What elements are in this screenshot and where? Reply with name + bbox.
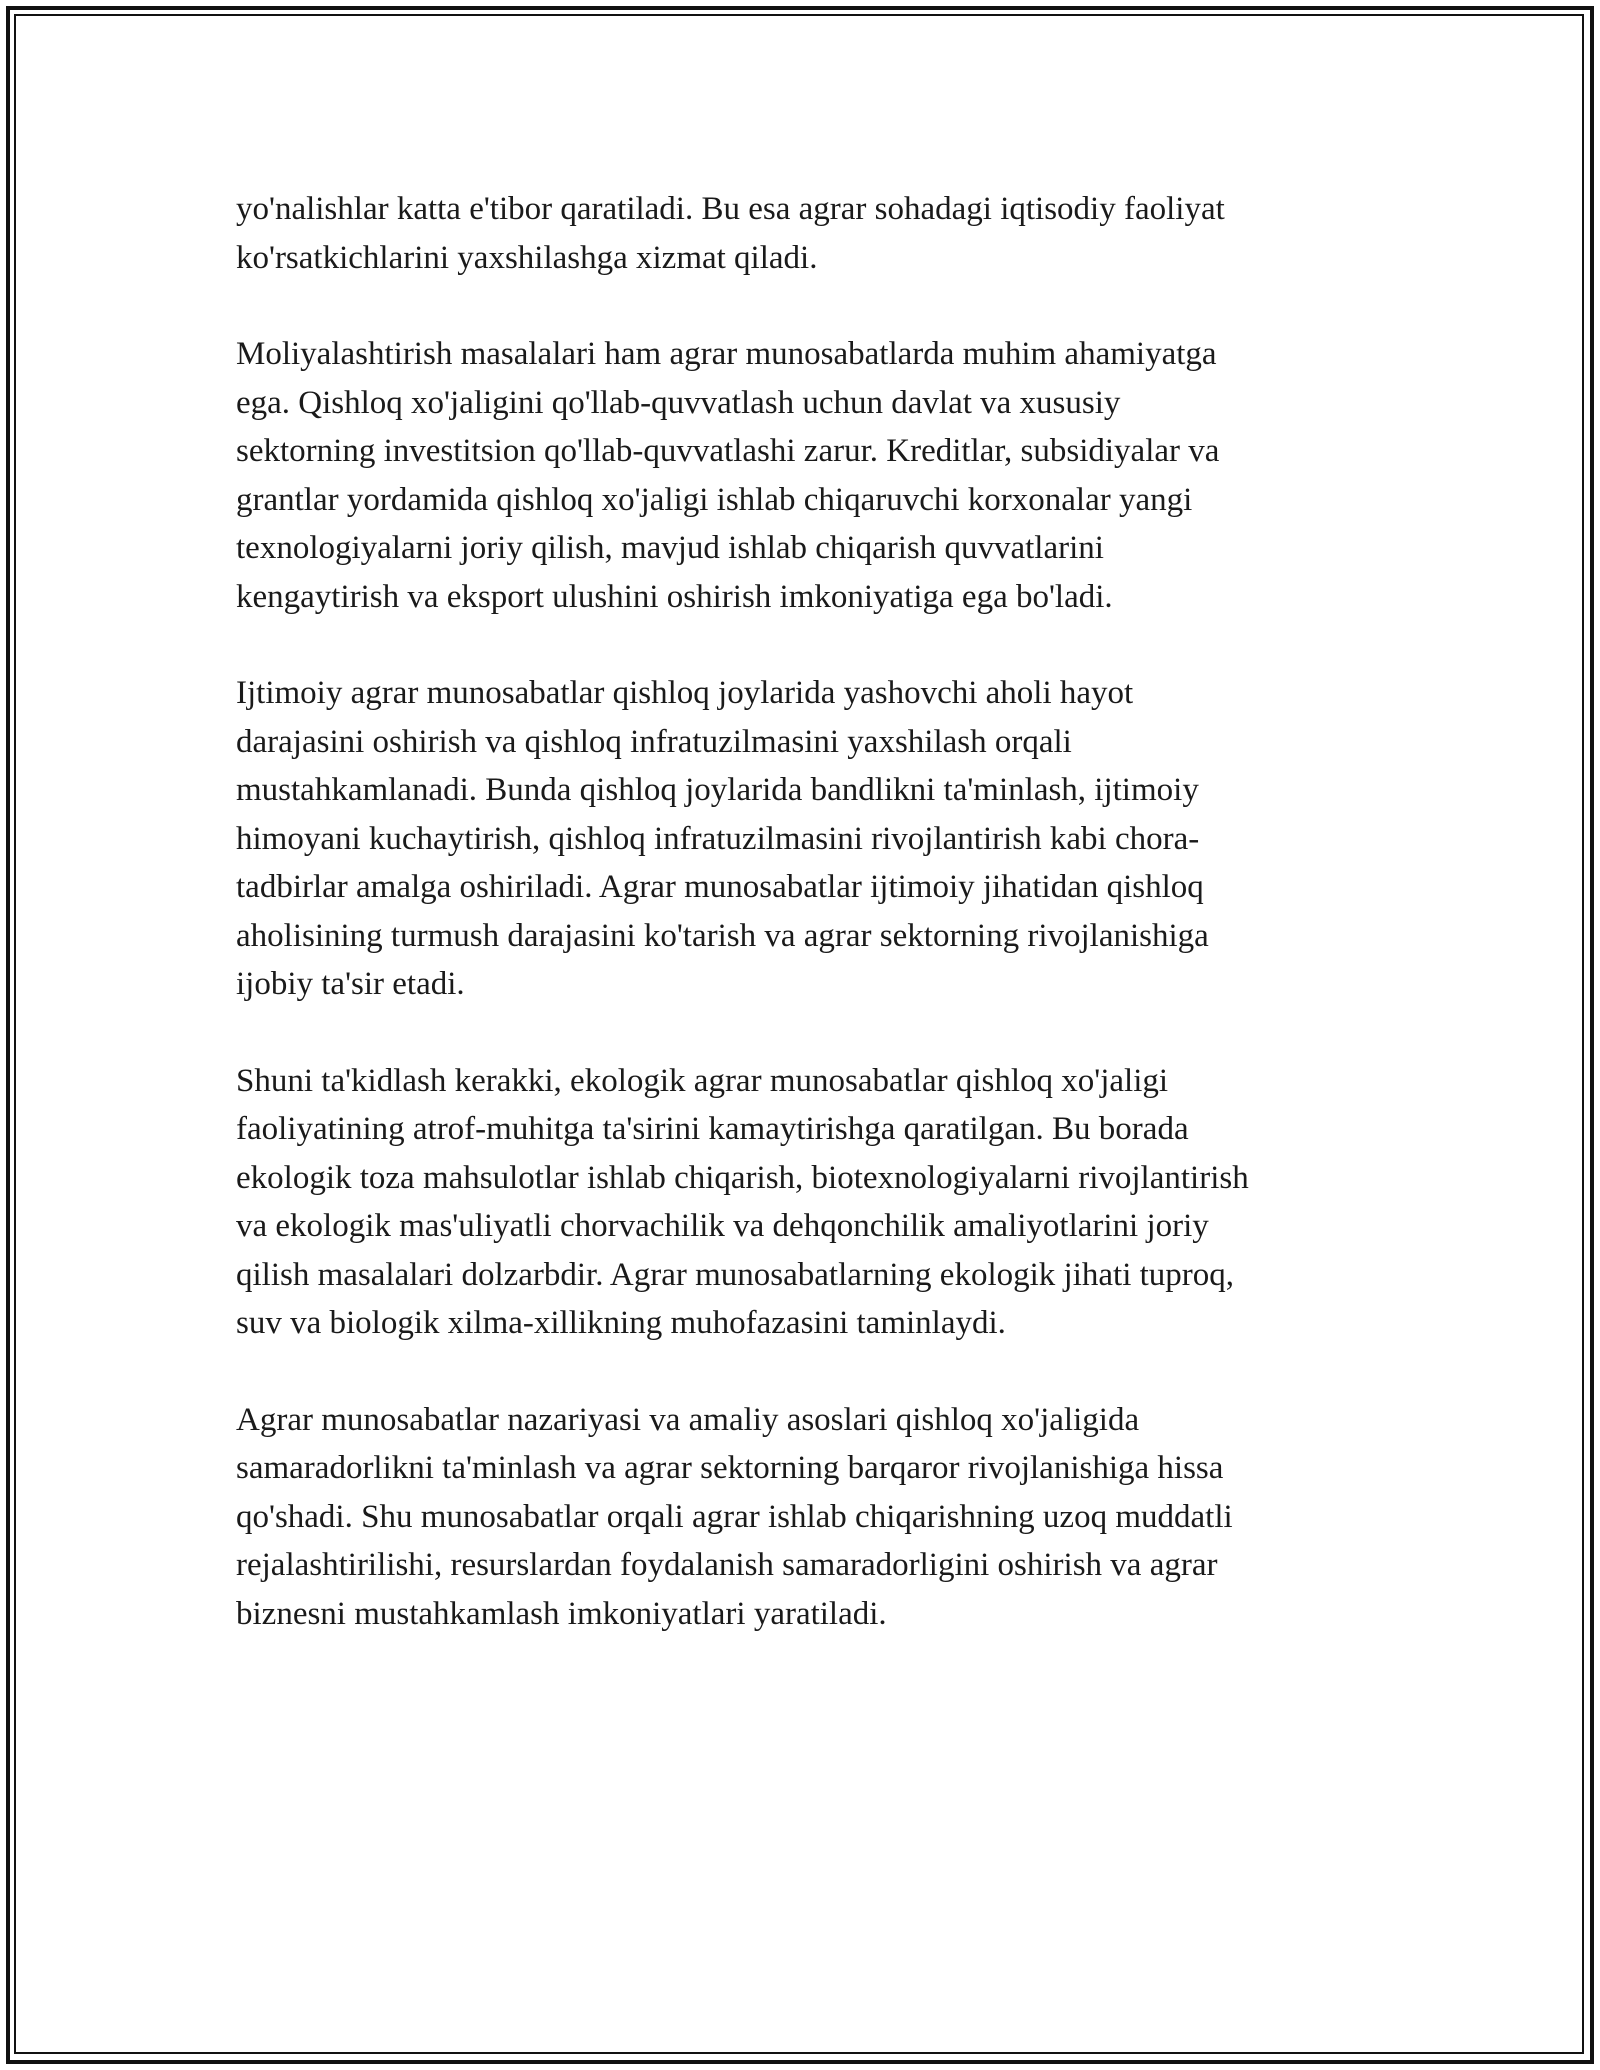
text-line: aholisining turmush darajasini ko'tarish va agrar sektorning rivojlanishiga bbox=[236, 917, 1209, 954]
text-line: yo'nalishlar katta e'tibor qaratiladi. Bu esa agrar sohadagi iqtisodiy faoliyat bbox=[236, 191, 1225, 227]
text-line: ekologik toza mahsulotlar ishlab chiqarish, biotexnologiyalarni rivojlantirish bbox=[236, 1159, 1249, 1196]
text-line: mustahkamlanadi. Bunda qishloq joylarida bandlikni ta'minlash, ijtimoiy bbox=[236, 772, 1199, 808]
text-line: himoyani kuchaytirish, qishloq infratuzilmasini rivojlantirish kabi chora- bbox=[236, 820, 1200, 857]
text-line: faoliyatining atrof-muhitga ta'sirini kamaytirishga qaratilgan. Bu borada bbox=[236, 1111, 1189, 1147]
text-line: darajasini oshirish va qishloq infratuzilmasini yaxshilash orqali bbox=[236, 723, 1072, 760]
document-body bbox=[236, 185, 1366, 1686]
text-line: rejalashtirilishi, resurslardan foydalanish samaradorligini oshirish va agrar bbox=[236, 1547, 1218, 1583]
text-line: Shuni ta'kidlash kerakki, ekologik agrar munosabatlar qishloq xo'jaligi bbox=[236, 1062, 1169, 1099]
text-line: grantlar yordamida qishloq xo'jaligi ishlab chiqaruvchi korxonalar yangi bbox=[236, 481, 1193, 518]
text-line: texnologiyalarni joriy qilish, mavjud ishlab chiqarish quvvatlarini bbox=[236, 530, 1104, 566]
text-line: tadbirlar amalga oshiriladi. Agrar munosabatlar ijtimoiy jihatidan qishloq bbox=[236, 869, 1204, 905]
text-line: va ekologik mas'uliyatli chorvachilik va dehqonchilik amaliyotlarini joriy bbox=[236, 1208, 1209, 1244]
paragraph-4 bbox=[236, 1057, 1366, 1348]
text-line: Ijtimoiy agrar munosabatlar qishloq joylarida yashovchi aholi hayot bbox=[236, 675, 1134, 711]
text-line: kengaytirish va eksport ulushini oshirish imkoniyatiga ega bo'ladi. bbox=[236, 578, 1113, 615]
text-line: samaradorlikni ta'minlash va agrar sektorning barqaror rivojlanishiga hissa bbox=[236, 1450, 1224, 1486]
text-line: sektorning investitsion qo'llab-quvvatlashi zarur. Kreditlar, subsidiyalar va bbox=[236, 433, 1220, 469]
paragraph-1 bbox=[236, 185, 1366, 282]
text-line: suv va biologik xilma-xillikning muhofazasini taminlaydi. bbox=[236, 1305, 1006, 1341]
text-line: biznesni mustahkamlash imkoniyatlari yaratiladi. bbox=[236, 1595, 887, 1632]
text-line: Moliyalashtirish masalalari ham agrar munosabatlarda muhim ahamiyatga bbox=[236, 336, 1217, 372]
text-line: qilish masalalari dolzarbdir. Agrar munosabatlarning ekologik jihati tuproq, bbox=[236, 1256, 1235, 1293]
text-line: ega. Qishloq xo'jaligini qo'llab-quvvatlash uchun davlat va xususiy bbox=[236, 384, 1121, 421]
text-line: qo'shadi. Shu munosabatlar orqali agrar ishlab chiqarishning uzoq muddatli bbox=[236, 1498, 1233, 1535]
paragraph-3 bbox=[236, 669, 1366, 1009]
paragraph-5 bbox=[236, 1396, 1366, 1639]
text-line: ijobiy ta'sir etadi. bbox=[236, 966, 465, 1002]
text-line: ko'rsatkichlarini yaxshilashga xizmat qiladi. bbox=[236, 239, 818, 276]
paragraph-2 bbox=[236, 330, 1366, 621]
text-line: Agrar munosabatlar nazariyasi va amaliy asoslari qishloq xo'jaligida bbox=[236, 1401, 1140, 1438]
